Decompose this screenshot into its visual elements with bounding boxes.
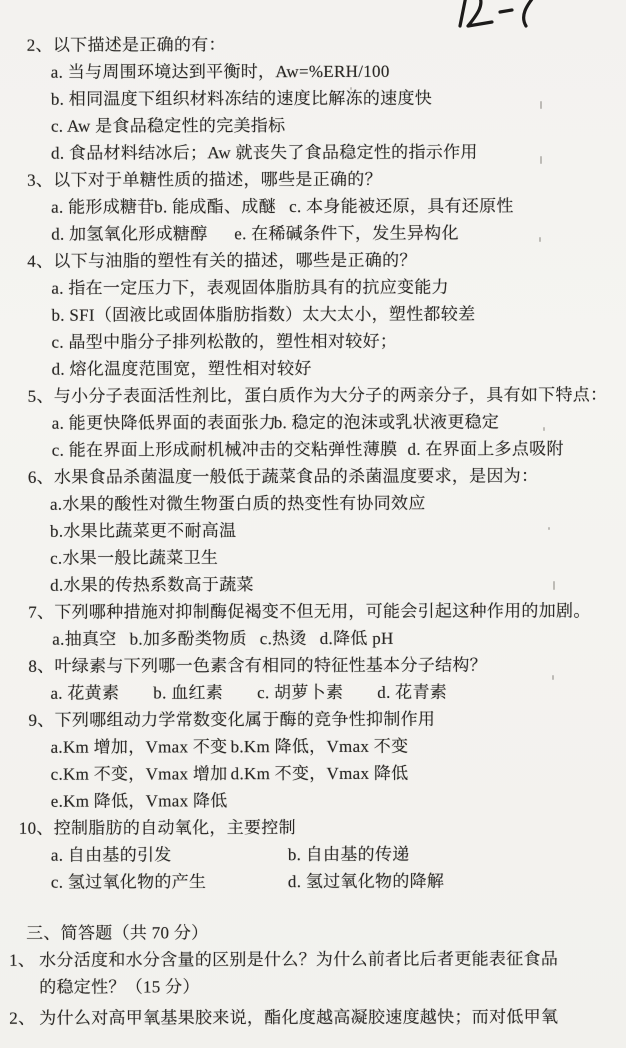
- question-10-option-a: a. 自由基的引发: [50, 845, 172, 865]
- question-9: [0, 705, 626, 734]
- question-number: 8、: [28, 656, 55, 676]
- question-10-option-c: c. 氢过氧化物的产生: [50, 872, 207, 892]
- question-9-option-c: c.Km 不变，Vmax 增加: [50, 764, 228, 784]
- question-4: [0, 246, 625, 275]
- question-4-option-a: a. 指在一定压力下，表观固体脂肪具有的抗应变能力: [51, 277, 449, 298]
- question-7-option-b: b.加多酚类物质: [129, 629, 247, 649]
- question-3-option-d: d. 加氢氧化形成糖醇: [51, 224, 208, 244]
- question-3: [0, 165, 625, 194]
- question-stem: 下列哪种措施对抑制酶促褐变不但无用，可能会引起这种作用的加剧。: [54, 601, 591, 622]
- question-text: 为什么对高甲氧基果胶来说，酯化度越高凝胶速度越快；而对低甲氧: [39, 1007, 559, 1028]
- question-stem: 控制脂肪的自动氧化，主要控制: [53, 818, 296, 838]
- exam-content: [0, 30, 626, 1032]
- question-2-option-c: c. Aw 是食品稳定性的完美指标: [50, 116, 286, 136]
- question-5-option-a: a. 能更快降低界面的表面张力: [51, 413, 277, 433]
- question-6-option-b: b.水果比蔬菜更不耐高温: [49, 521, 237, 541]
- question-4-option-c: c. 晶型中脂分子排列松散的，塑性相对较好；: [51, 331, 398, 352]
- question-5-options-row-1: [0, 408, 626, 437]
- question-7-options-row: [0, 624, 626, 653]
- question-stem: 叶绿素与下列哪一色素含有相同的特征性基本分子结构？: [54, 655, 487, 676]
- question-stem: 与小分子表面活性剂比，蛋白质作为大分子的两亲分子，具有如下特点：: [53, 385, 608, 406]
- question-2: [0, 30, 625, 59]
- question-6-option-a: a.水果的酸性对微生物蛋白质的热变性有协同效应: [49, 493, 426, 514]
- question-10-option-d: d. 氢过氧化物的降解: [287, 871, 445, 892]
- question-7: [0, 597, 626, 626]
- question-5: [0, 381, 626, 410]
- question-9-option-d: d.Km 不变，Vmax 降低: [230, 763, 409, 784]
- section-number: 三、: [26, 923, 61, 943]
- question-number: 6、: [27, 467, 54, 487]
- question-6-option-c: c.水果一般比蔬菜卫生: [50, 548, 219, 568]
- question-8-options-row: [0, 678, 626, 707]
- question-3-option-b: b. 能成酯、成醚: [154, 197, 276, 217]
- question-5-options-row-2: [0, 435, 626, 464]
- question-3-options-row-1: [0, 192, 625, 221]
- question-number: 2、: [9, 1008, 36, 1028]
- question-2-option-d: d. 食品材料结冰后；Aw 就丧失了食品稳定性的指示作用: [50, 142, 478, 163]
- question-4-option-d: d. 熔化温度范围宽，塑性相对较好: [51, 359, 312, 379]
- question-3-option-e: e. 在稀碱条件下，发生异构化: [234, 223, 459, 244]
- question-9-option-e: e.Km 降低，Vmax 降低: [50, 791, 228, 811]
- question-stem: 下列哪组动力学常数变化属于酶的竞争性抑制作用: [54, 709, 436, 730]
- question-6-option-d: d.水果的传热系数高于蔬菜: [50, 575, 254, 595]
- question-stem: 以下对于单糖性质的描述，哪些是正确的？: [53, 169, 382, 190]
- section-3-header: [1, 918, 626, 947]
- question-10-options-row-2: [1, 867, 626, 896]
- question-7-option-a: a.抽真空: [52, 629, 117, 649]
- question-stem: 水果食品杀菌温度一般低于蔬菜食品的杀菌温度要求，是因为：: [53, 466, 539, 487]
- question-3-options-row-2: [0, 219, 625, 248]
- question-number: 7、: [28, 602, 55, 622]
- question-number: 5、: [27, 386, 54, 406]
- question-10-option-b: b. 自由基的传递: [287, 844, 410, 865]
- question-8-option-c: c. 胡萝卜素: [257, 682, 344, 703]
- question-number: 1、: [9, 950, 36, 970]
- short-answer-1-continuation: 的稳定性？（15 分）: [39, 977, 200, 997]
- question-9-option-b: b.Km 降低，Vmax 不变: [230, 736, 409, 757]
- question-9-options-row-1: [1, 732, 626, 761]
- question-9-options-row-2: [1, 759, 626, 788]
- question-7-option-d: d.降低 pH: [319, 628, 394, 648]
- question-number: 10、: [18, 818, 54, 838]
- question-3-option-a: a. 能形成糖苷: [51, 197, 155, 217]
- question-5-option-c: c. 能在界面上形成耐机械冲击的交粘弹性薄膜: [51, 439, 398, 460]
- question-10: [1, 813, 626, 842]
- question-text: 水分活度和水分含量的区别是什么？为什么前者比后者更能表征食品: [39, 949, 559, 970]
- question-number: 3、: [27, 170, 54, 190]
- question-7-option-c: c.热烫: [259, 629, 307, 649]
- question-3-option-c: c. 本身能被还原，具有还原性: [289, 196, 514, 217]
- question-8-option-b: b. 血红素: [153, 683, 224, 703]
- question-stem: 以下与油脂的塑性有关的描述，哪些是正确的？: [53, 250, 417, 271]
- short-answer-2: [1, 1003, 626, 1032]
- question-5-option-b: b. 稳定的泡沫或乳状液更稳定: [273, 412, 500, 433]
- question-8: [0, 651, 626, 680]
- question-stem: 以下描述是正确的有：: [52, 35, 226, 55]
- question-number: 4、: [27, 251, 54, 271]
- question-6: [0, 462, 626, 491]
- short-answer-1: [1, 945, 626, 974]
- question-4-option-b: b. SFI（固液比或固体脂肪指数）太大太小，塑性都较差: [51, 304, 476, 325]
- question-2-option-b: b. 相同温度下组织材料冻结的速度比解冻的速度快: [50, 88, 433, 109]
- question-9-option-a: a.Km 增加，Vmax 不变: [50, 737, 228, 757]
- question-2-option-a: a. 当与周围环境达到平衡时，Aw=%ERH/100: [50, 61, 390, 82]
- question-number: 2、: [26, 35, 53, 55]
- question-number: 9、: [28, 710, 55, 730]
- question-10-options-row-1: [1, 840, 626, 869]
- section-title: 简答题（共 70 分）: [60, 923, 209, 943]
- question-8-option-d: d. 花青素: [377, 682, 448, 702]
- question-8-option-a: a. 花黄素: [50, 683, 120, 703]
- question-5-option-d: d. 在界面上多点吸附: [407, 439, 564, 459]
